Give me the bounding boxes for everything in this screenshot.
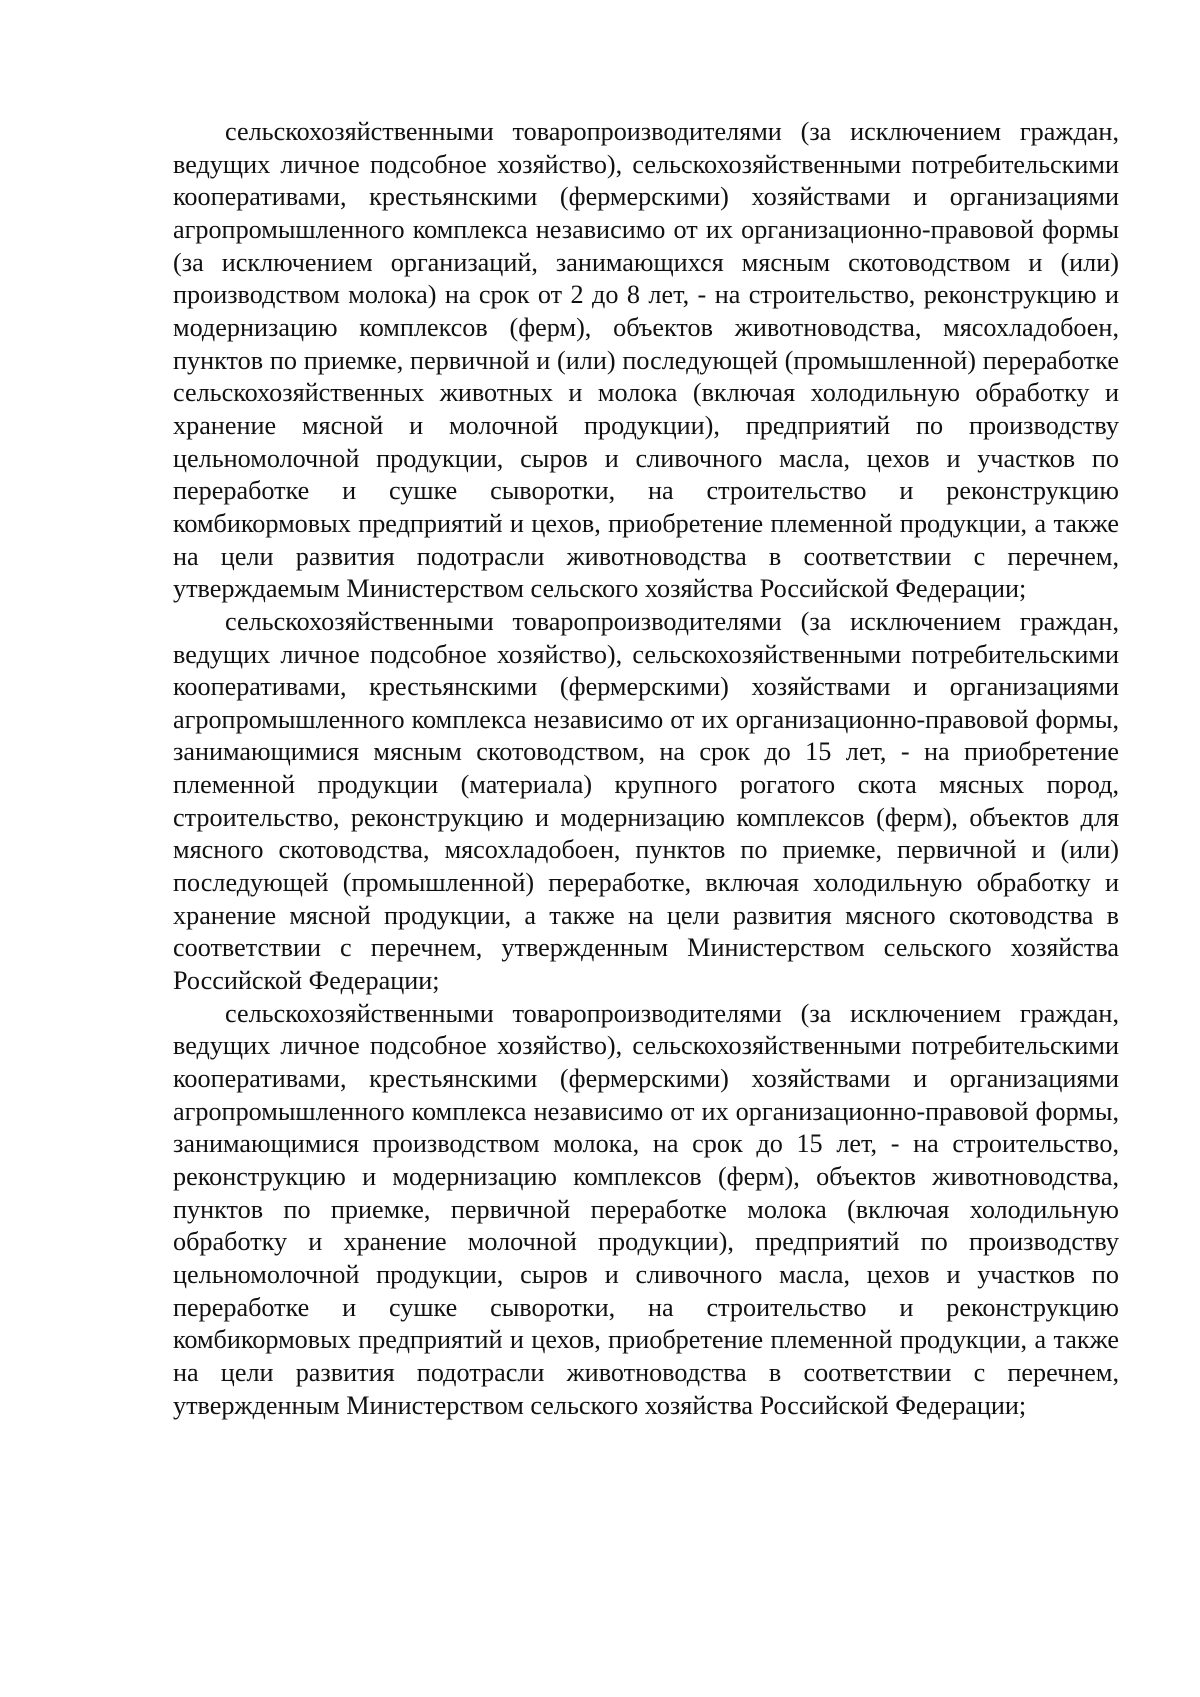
paragraph-dairy-livestock-loans: сельскохозяйственными товаропроизводителями (за исключением граждан, ведущих личное подсобное хозяйство), сельскохозяйственными потребительскими кооперативами, крестьянскими (фермерскими) хозяйствами и организациями агропромышленного комплекса независимо от их организационно-правовой формы (за исключением организаций, занимающихся мясным скотоводством и (или) производством молока) на срок от 2 до 8 лет, - на строительство, реконструкцию и модернизацию комплексов (ферм), объектов животноводства, мясохладобоен, пунктов по приемке, первичной и (или) последующей (промышленной) переработке сельскохозяйственных животных и молока (включая холодильную обработку и хранение мясной и молочной продукции), предприятий по производству цельномолочной продукции, сыров и сливочного масла, цехов и участков по переработке и сушке сыворотки, на строительство и реконструкцию комбикормовых предприятий и цехов, приобретение племенной продукции, а также на цели развития подотрасли животноводства в соответствии с перечнем, утверждаемым Министерством сельского хозяйства Российской Федерации; bbox=[173, 117, 1119, 604]
document-page bbox=[173, 116, 1119, 1422]
paragraph-beef-cattle-loans: сельскохозяйственными товаропроизводителями (за исключением граждан, ведущих личное подсобное хозяйство), сельскохозяйственными потребительскими кооперативами, крестьянскими (фермерскими) хозяйствами и организациями агропромышленного комплекса независимо от их организационно-правовой формы, занимающимися мясным скотоводством, на срок до 15 лет, - на приобретение племенной продукции (материала) крупного рогатого скота мясных пород, строительство, реконструкцию и модернизацию комплексов (ферм), объектов для мясного скотоводства, мясохладобоен, пунктов по приемке, первичной и (или) последующей (промышленной) переработке, включая холодильную обработку и хранение мясной продукции, а также на цели развития мясного скотоводства в соответствии с перечнем, утвержденным Министерством сельского хозяйства Российской Федерации; bbox=[173, 606, 1119, 996]
paragraph-milk-production-loans: сельскохозяйственными товаропроизводителями (за исключением граждан, ведущих личное подсобное хозяйство), сельскохозяйственными потребительскими кооперативами, крестьянскими (фермерскими) хозяйствами и организациями агропромышленного комплекса независимо от их организационно-правовой формы, занимающимися производством молока, на срок до 15 лет, - на строительство, реконструкцию и модернизацию комплексов (ферм), объектов животноводства, пунктов по приемке, первичной переработке молока (включая холодильную обработку и хранение молочной продукции), предприятий по производству цельномолочной продукции, сыров и сливочного масла, цехов и участков по переработке и сушке сыворотки, на строительство и реконструкцию комбикормовых предприятий и цехов, приобретение племенной продукции, а также на цели развития подотрасли животноводства в соответствии с перечнем, утвержденным Министерством сельского хозяйства Российской Федерации; bbox=[173, 998, 1119, 1420]
